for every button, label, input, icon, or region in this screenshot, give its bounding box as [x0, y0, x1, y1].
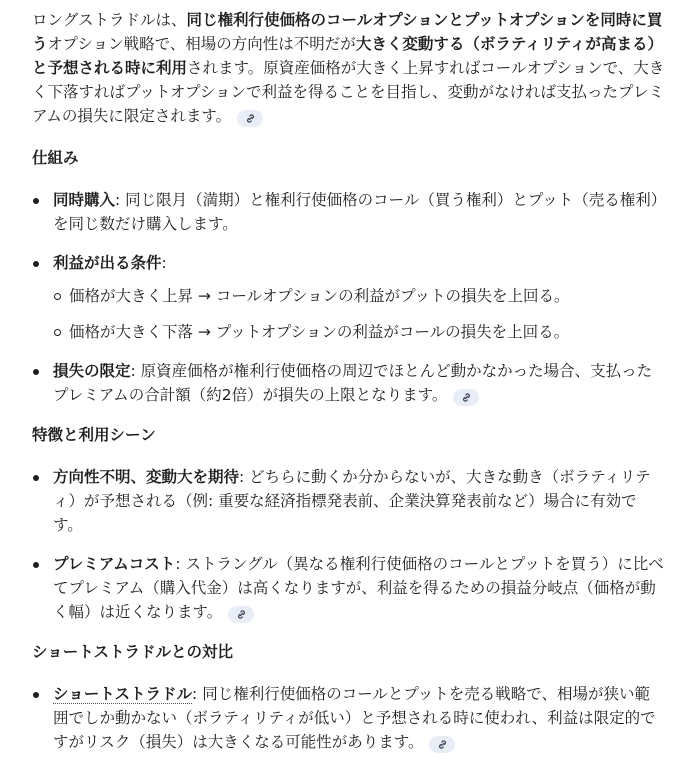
item-text: : [161, 254, 167, 272]
sub-list-item: 価格が大きく上昇 → コールオプションの利益がプットの損失を上回る。 [53, 284, 665, 308]
item-term: プレミアムコスト [53, 555, 176, 573]
section-heading-mechanism: 仕組み [32, 149, 79, 167]
list-item [32, 465, 665, 537]
source-link-icon[interactable] [453, 389, 479, 406]
intro-bold-1: 同じ権利行使価格のコールオプションとプットオプションを同時に買う [32, 11, 663, 53]
item-term: 同時購入 [53, 191, 116, 209]
intro-paragraph [32, 8, 665, 128]
comparison-list [32, 682, 665, 754]
item-text: : 原資産価格が権利行使価格の周辺でほとんど動かなかった場合、支払ったプレミアムの合計額（約2倍）が損失の上限となります。 [53, 362, 653, 404]
intro-text-2: オプション戦略で、相場の方向性は不明だが [47, 35, 356, 53]
item-term: 方向性不明、変動大を期待 [53, 468, 240, 486]
source-link-icon[interactable] [429, 736, 455, 753]
list-item [32, 188, 665, 236]
item-text: : どちらに動くか分からないが、大きな動き（ボラティリティ）が予想される（例: 重要な経済指標発表前、企業決算発表前など）場合に有効です。 [53, 468, 651, 534]
section-heading-short-straddle: ショートストラドルとの対比 [32, 643, 234, 661]
features-list [32, 465, 665, 624]
list-item [32, 552, 665, 624]
item-text: : ストラングル（異なる権利行使価格のコールとプットを買う）に比べてプレミアム（購入代金）は高くなりますが、利益を得るための損益分岐点（価格が動く幅）は近くなります。 [53, 555, 664, 621]
item-text: : 同じ限月（満期）と権利行使価格のコール（買う権利）とプット（売る権利）を同じ数だけ購入します。 [53, 191, 659, 233]
mechanism-list [32, 188, 665, 407]
list-item [32, 682, 665, 754]
sub-list-item: 価格が大きく下落 → プットオプションの利益がコールの損失を上回る。 [53, 320, 665, 344]
list-item [32, 251, 665, 344]
intro-bold-2: 大きく変動する（ボラティリティが高まる）と予想される時に利用 [32, 35, 664, 77]
item-term: 利益が出る条件 [53, 254, 162, 272]
section-heading-features: 特徴と利用シーン [32, 426, 156, 444]
source-link-icon[interactable] [228, 606, 254, 623]
source-link-icon[interactable] [237, 110, 263, 127]
profit-conditions-list [53, 284, 665, 344]
item-text: : 同じ権利行使価格のコールとプットを売る戦略で、相場が狭い範囲でしか動かない（ボラティリティが低い）と予想される時に使われ、利益は限定的ですがリスク（損失）は大きくなる可能性があります。 [53, 685, 656, 751]
intro-text-1: ロングストラドルは、 [32, 11, 187, 29]
list-item [32, 359, 665, 407]
intro-text-3: されます。原資産価格が大きく上昇すればコールオプションで、大きく下落すればプットオプションで利益を得ることを目指し、変動がなければ支払ったプレミアムの損失に限定されます。 [32, 59, 665, 125]
item-term: 損失の限定 [53, 362, 131, 380]
item-term-link[interactable]: ショートストラドル [53, 685, 193, 703]
